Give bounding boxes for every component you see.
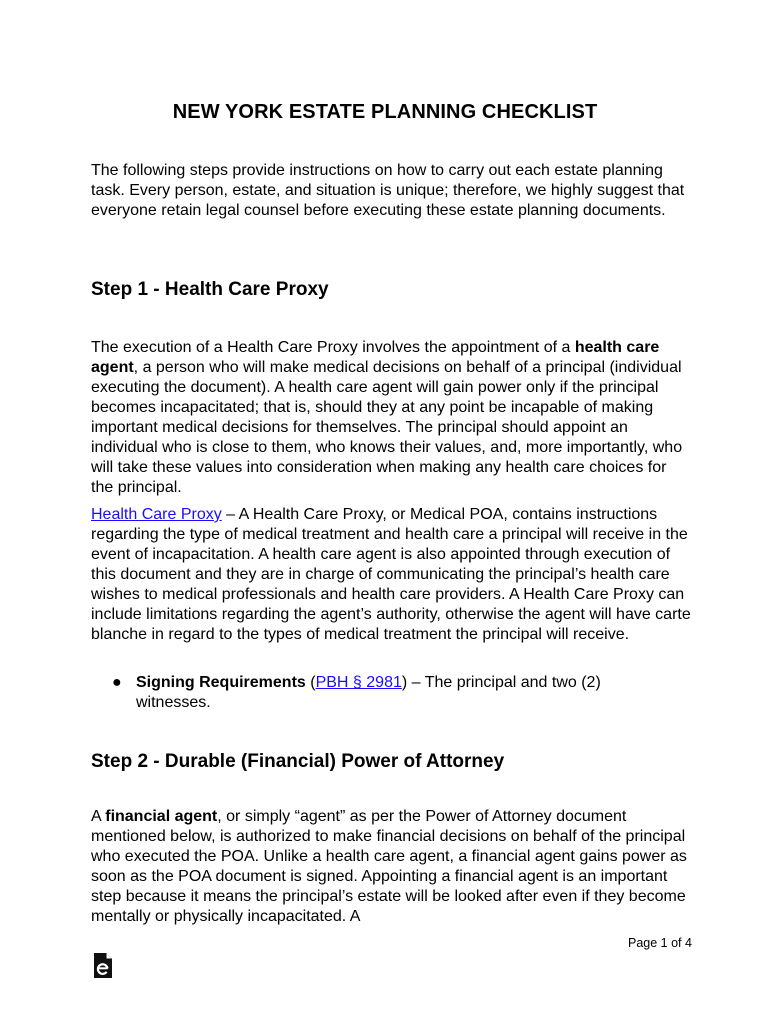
pbh-2981-link[interactable]: PBH § 2981 (315, 674, 402, 691)
step1-p2-text: – A Health Care Proxy, or Medical POA, contains instructions regarding the type of medical treatment and health care a principal will receive in the event of incapacitation. A health care agent is also appointed through execution of this document and they are in charge of communicating the principal’s health care wishes to medical professionals and health care providers. A Health Care Proxy can include limitations regarding the agent’s authority, otherwise the agent will have carte blanche in regard to the types of medical treatment the principal will receive. (91, 506, 691, 643)
step2-bold: financial agent (105, 808, 218, 825)
step1-p1-text-before: The execution of a Health Care Proxy involves the appointment of a (91, 339, 575, 356)
bullet-text (136, 673, 676, 713)
step2-paragraph (91, 807, 691, 927)
bullet-open-paren: ( (305, 674, 316, 691)
step1-p1-text-after: , a person who will make medical decisions on behalf of a principal (individual executing the document). A health care agent will gain power only if the principal becomes incapacitated; that is, should they at any point be incapable of making important medical decisions for themselves. The principal should appoint an individual who is close to them, who knows their values, and, more importantly, who will take these values into consideration when making any health care choices for the principal. (91, 359, 683, 496)
step1-paragraph-1 (91, 338, 691, 498)
bullet-text-after: ) – The principal and two (2) witnesses. (136, 674, 601, 711)
health-care-proxy-link[interactable]: Health Care Proxy (91, 506, 222, 523)
bullet-icon: ● (112, 674, 122, 691)
intro-paragraph: The following steps provide instructions on how to carry out each estate planning task. Every person, estate, and situation is unique; therefore, we highly suggest that everyone retain legal counsel before executing these estate planning documents. (91, 162, 685, 219)
step2-text-before: A (91, 808, 106, 825)
bullet-bold: Signing Requirements (136, 674, 306, 691)
step1-paragraph-2 (91, 505, 691, 645)
step2-text-after: , or simply “agent” as per the Power of Attorney document mentioned below, is authorized to make financial decisions on behalf of the principal who executed the POA. Unlike a health care agent, a financial agent gains power as soon as the POA document is signed. Appointing a financial agent is an important step because it means the principal’s estate will be looked after even if they become mentally or physically incapacitated. A (91, 808, 687, 925)
step1-p1-bold: health care agent (91, 339, 660, 376)
page-number: Page 1 of 4 (628, 936, 692, 950)
eforms-logo-icon (92, 952, 114, 979)
step1-heading: Step 1 - Health Care Proxy (91, 279, 329, 300)
page-title: NEW YORK ESTATE PLANNING CHECKLIST (172, 101, 598, 123)
step2-heading: Step 2 - Durable (Financial) Power of Attorney (91, 751, 505, 772)
